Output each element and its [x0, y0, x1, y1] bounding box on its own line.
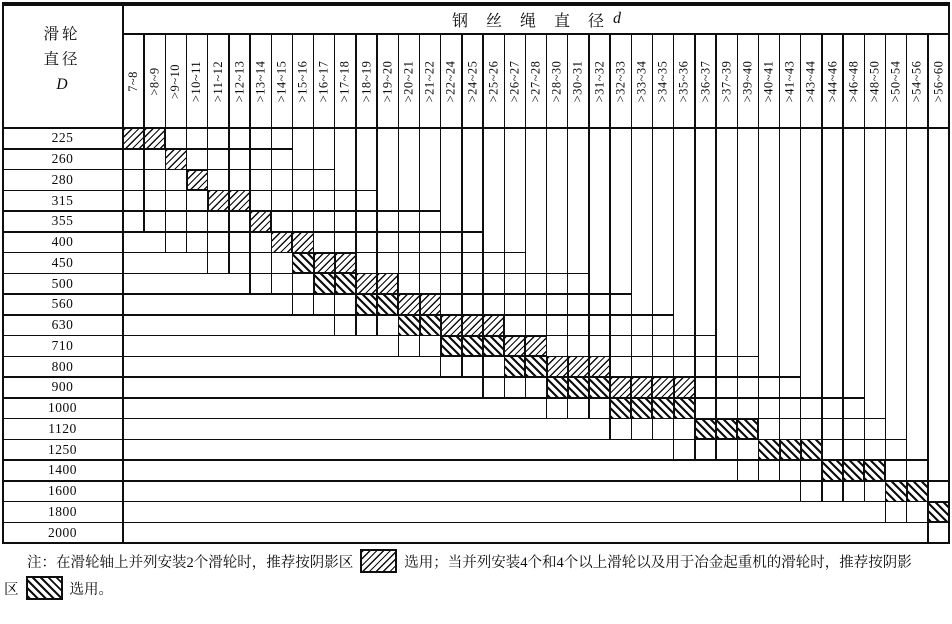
row-label: 630: [51, 317, 74, 333]
forward-hatch-cell: [271, 232, 292, 253]
table-note: [0, 549, 952, 603]
column-label-text: >48~50: [867, 60, 882, 102]
column-label-text: >39~40: [740, 60, 755, 102]
column-label-text: >13~14: [253, 60, 268, 102]
column-label: [843, 34, 864, 128]
back-hatch-cell: [525, 356, 546, 377]
back-hatch-cell: [335, 273, 356, 294]
column-label: [801, 34, 822, 128]
row-label: 225: [51, 130, 74, 146]
row-label: 1600: [48, 483, 77, 499]
back-hatch-cell: [864, 460, 885, 481]
column-label-text: >27~28: [528, 60, 543, 102]
column-label: [780, 34, 801, 128]
column-label-text: >21~22: [422, 60, 437, 102]
row-grid-line: [2, 522, 949, 524]
column-label: [864, 34, 885, 128]
forward-hatch-cell: [250, 211, 271, 232]
column-label: [420, 34, 441, 128]
back-hatch-cell: [589, 377, 610, 398]
forward-hatch-swatch: [360, 549, 397, 573]
pulley-diameter-symbol: D: [56, 76, 68, 93]
pulley-header-line1: 滑轮: [43, 26, 81, 43]
forward-hatch-cell: [187, 170, 208, 191]
back-hatch-cell: [674, 398, 695, 419]
column-label-text: >25~26: [486, 60, 501, 102]
back-hatch-cell: [292, 253, 313, 274]
column-label-text: >31~32: [592, 60, 607, 102]
column-label-text: >32~33: [613, 60, 628, 102]
back-hatch-cell: [928, 502, 949, 523]
row-label: 280: [51, 171, 74, 187]
column-label-text: >24~25: [464, 60, 479, 102]
back-hatch-cell: [907, 481, 928, 502]
forward-hatch-cell: [504, 336, 525, 357]
back-hatch-cell: [801, 439, 822, 460]
column-label: [250, 34, 271, 128]
column-label: [229, 34, 250, 128]
forward-hatch-cell: [335, 253, 356, 274]
column-label: [292, 34, 313, 128]
table-bottom-border: [2, 542, 950, 545]
column-label: [758, 34, 779, 128]
forward-hatch-cell: [292, 232, 313, 253]
column-label-text: >41~43: [782, 60, 797, 102]
column-label: [928, 34, 949, 128]
column-label-text: >11~12: [210, 60, 225, 102]
pulley-diameter-header: [2, 22, 122, 97]
column-label-text: >8~9: [147, 66, 162, 96]
back-hatch-cell: [843, 460, 864, 481]
back-hatch-cell: [547, 377, 568, 398]
table-top-border: [2, 2, 950, 5]
back-hatch-swatch: [26, 576, 63, 600]
column-label: [504, 34, 525, 128]
back-hatch-cell: [822, 460, 843, 481]
column-label: [483, 34, 504, 128]
row-label: 900: [51, 379, 74, 395]
row-grid-line: [2, 501, 949, 503]
column-label-text: >40~41: [761, 60, 776, 102]
column-label: [398, 34, 419, 128]
column-label-text: >44~46: [825, 60, 839, 102]
wire-rope-diameter-title: 钢 丝 绳 直 径: [451, 12, 611, 30]
column-label-text: >14~15: [274, 60, 289, 102]
column-label-text: >28~30: [549, 60, 564, 102]
row-grid-line: [2, 480, 949, 482]
column-label-text: >43~44: [803, 60, 818, 102]
back-hatch-cell: [398, 315, 419, 336]
note-text-2b: 选用。: [69, 581, 113, 598]
column-label-text: >19~20: [380, 60, 395, 102]
row-label: 500: [51, 275, 74, 291]
forward-hatch-cell: [568, 356, 589, 377]
row-grid-line: [2, 397, 864, 399]
row-label: 560: [51, 296, 74, 312]
column-label-text: >17~18: [337, 60, 352, 102]
forward-hatch-cell: [589, 356, 610, 377]
column-label-text: >15~16: [295, 60, 310, 102]
column-label: [907, 34, 928, 128]
column-label-text: >22~24: [443, 60, 458, 102]
column-label: [187, 34, 208, 128]
column-label: [822, 34, 843, 128]
forward-hatch-cell: [631, 377, 652, 398]
back-hatch-cell: [758, 439, 779, 460]
column-label-text: >20~21: [401, 60, 416, 102]
forward-hatch-cell: [123, 128, 144, 149]
forward-hatch-cell: [525, 336, 546, 357]
column-label-text: >12~13: [231, 60, 246, 102]
row-label: 1120: [48, 420, 77, 436]
back-hatch-cell: [420, 315, 441, 336]
column-label-text: >46~48: [846, 60, 861, 102]
forward-hatch-cell: [144, 128, 165, 149]
column-label: [631, 34, 652, 128]
row-label: 800: [51, 358, 74, 374]
column-label: [123, 34, 144, 128]
column-label-text: >18~19: [359, 60, 374, 102]
column-label: [462, 34, 483, 128]
row-label: 355: [51, 213, 74, 229]
column-label: [377, 34, 398, 128]
forward-hatch-cell: [314, 253, 335, 274]
column-label-text: >10~11: [189, 60, 204, 102]
note-text-2a: 区: [4, 581, 19, 598]
back-hatch-cell: [737, 419, 758, 440]
column-label: [335, 34, 356, 128]
forward-hatch-cell: [208, 190, 229, 211]
back-hatch-cell: [314, 273, 335, 294]
column-label-text: >36~37: [697, 60, 712, 102]
forward-hatch-cell: [420, 294, 441, 315]
column-label-text: >34~35: [655, 60, 670, 102]
column-label: [610, 34, 631, 128]
column-label-text: >30~31: [570, 60, 585, 102]
back-hatch-cell: [631, 398, 652, 419]
forward-hatch-cell: [652, 377, 673, 398]
column-label-text: >16~17: [316, 60, 331, 102]
note-line-2: [0, 576, 952, 600]
column-label: [271, 34, 292, 128]
column-label: [652, 34, 673, 128]
column-label-text: >50~54: [888, 60, 903, 102]
wire-rope-diameter-symbol: d: [613, 10, 621, 27]
column-label: [525, 34, 546, 128]
back-hatch-cell: [483, 336, 504, 357]
column-label: [737, 34, 758, 128]
column-label: [885, 34, 906, 128]
column-label-text: >9~10: [168, 63, 183, 99]
back-hatch-cell: [610, 398, 631, 419]
back-hatch-cell: [695, 419, 716, 440]
back-hatch-cell: [652, 398, 673, 419]
back-hatch-cell: [568, 377, 589, 398]
forward-hatch-cell: [229, 190, 250, 211]
column-label: [695, 34, 716, 128]
back-hatch-cell: [356, 294, 377, 315]
back-hatch-cell: [716, 419, 737, 440]
back-hatch-cell: [441, 336, 462, 357]
row-label: 315: [51, 192, 74, 208]
column-label-text: >35~36: [676, 60, 691, 102]
column-label: [547, 34, 568, 128]
back-hatch-cell: [885, 481, 906, 502]
forward-hatch-cell: [441, 315, 462, 336]
column-label: [208, 34, 229, 128]
row-label: 1800: [48, 503, 77, 519]
forward-hatch-cell: [462, 315, 483, 336]
column-label-text: >26~27: [507, 60, 522, 102]
forward-hatch-cell: [547, 356, 568, 377]
column-label-text: >56~60: [930, 60, 945, 102]
column-label-text: 7~8: [126, 70, 141, 92]
column-label: [144, 34, 165, 128]
column-label-text: >54~56: [909, 60, 924, 102]
forward-hatch-cell: [377, 273, 398, 294]
column-label: [674, 34, 695, 128]
back-hatch-cell: [780, 439, 801, 460]
note-line-1: [0, 549, 952, 573]
forward-hatch-cell: [398, 294, 419, 315]
forward-hatch-cell: [674, 377, 695, 398]
column-label: [589, 34, 610, 128]
back-hatch-cell: [377, 294, 398, 315]
wire-rope-diameter-header: [123, 6, 950, 32]
forward-hatch-cell: [610, 377, 631, 398]
note-text-1a: 注：在滑轮轴上并列安装2个滑轮时，推荐按阴影区: [27, 554, 354, 571]
back-hatch-cell: [462, 336, 483, 357]
column-label: [314, 34, 335, 128]
column-label: [356, 34, 377, 128]
row-label: 260: [51, 151, 74, 167]
row-label: 710: [51, 337, 74, 353]
back-hatch-cell: [504, 356, 525, 377]
row-label: 1250: [48, 441, 77, 457]
column-label: [568, 34, 589, 128]
note-text-1b: 选用；当并列安装4个和4个以上滑轮以及用于冶金起重机的滑轮时，推荐按阴影: [404, 554, 912, 571]
column-label: [165, 34, 186, 128]
row-label: 450: [51, 254, 74, 270]
row-label: 400: [51, 234, 74, 250]
forward-hatch-cell: [165, 149, 186, 170]
forward-hatch-cell: [356, 273, 377, 294]
column-label-text: >33~34: [634, 60, 649, 102]
row-label: 1400: [48, 462, 77, 478]
row-label: 2000: [48, 524, 77, 540]
column-label: [441, 34, 462, 128]
row-label: 1000: [48, 400, 77, 416]
pulley-header-line2: 直径: [43, 51, 81, 68]
forward-hatch-cell: [483, 315, 504, 336]
column-label-text: >37~39: [719, 60, 734, 102]
column-label: [716, 34, 737, 128]
